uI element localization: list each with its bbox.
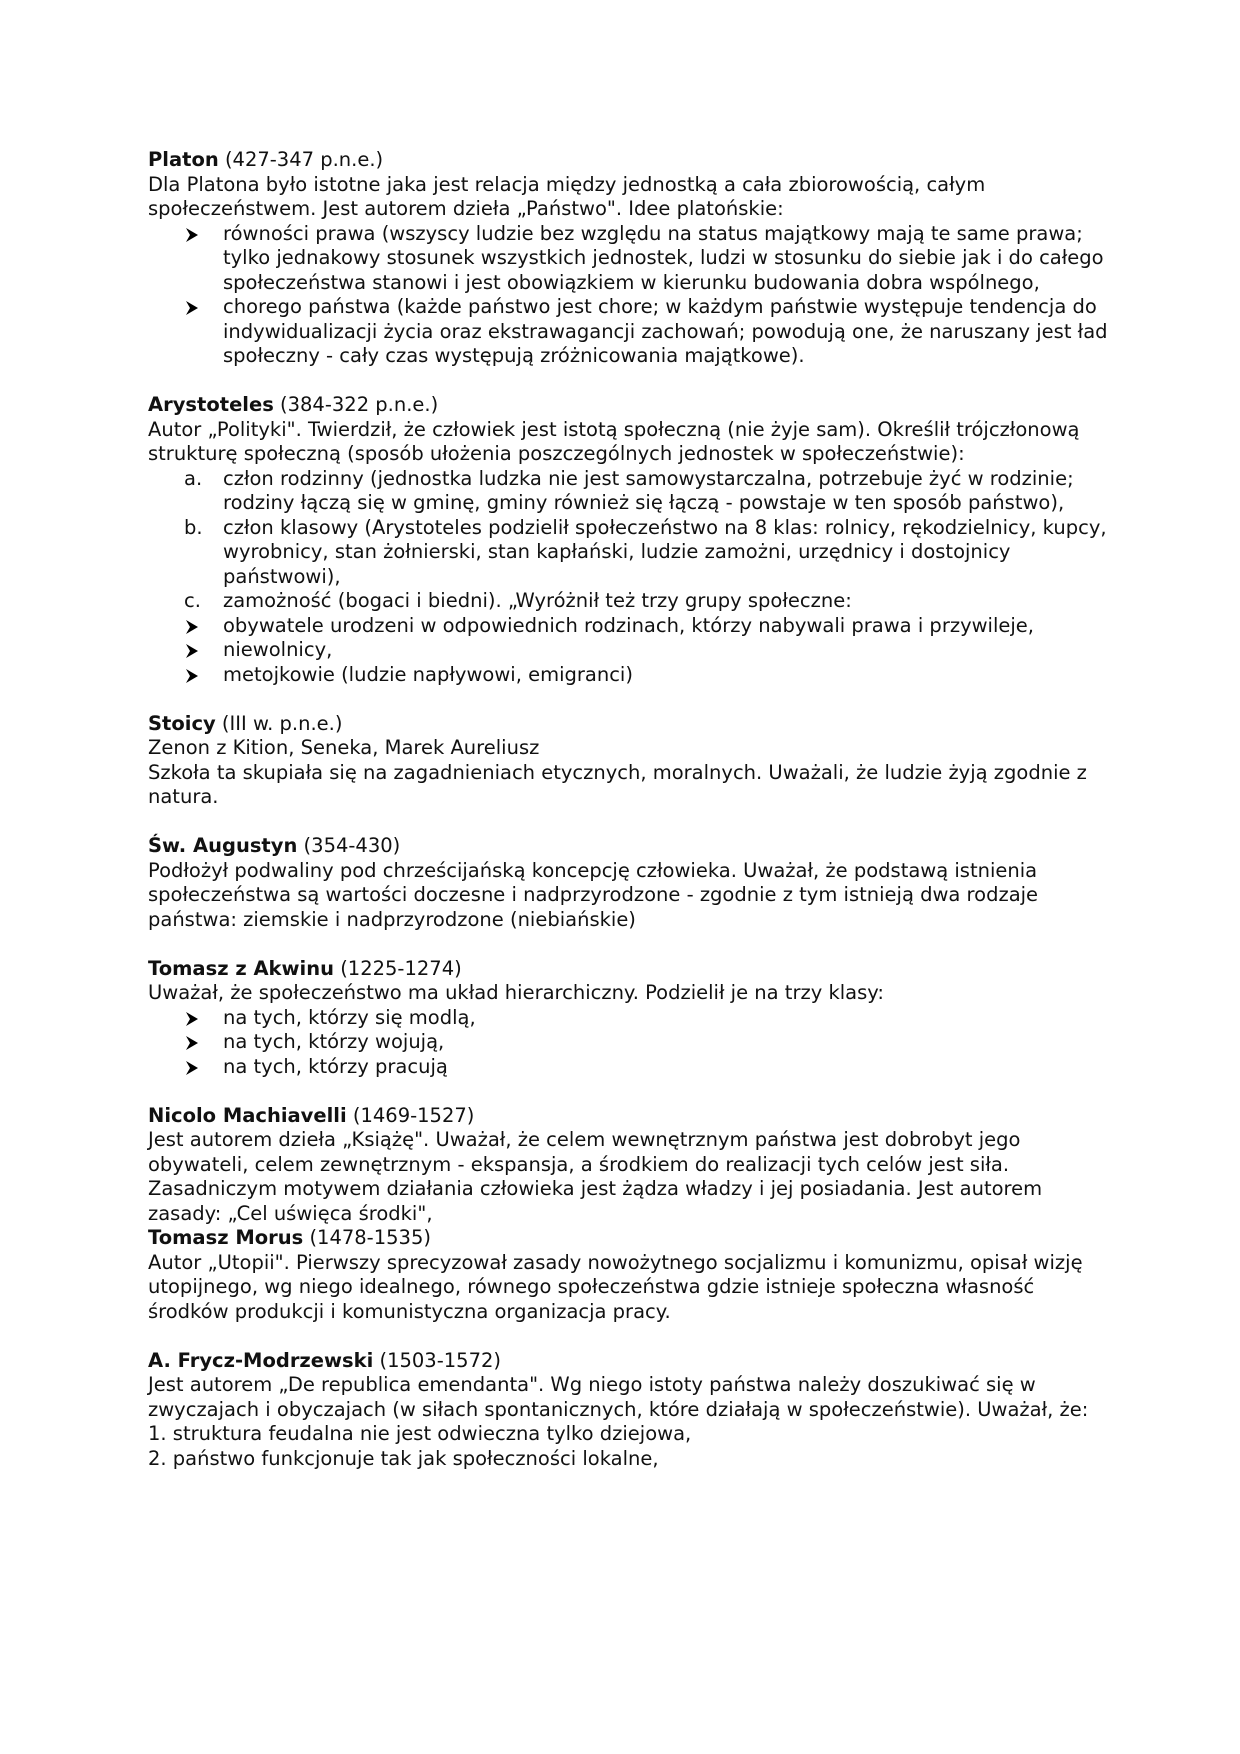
heading-dates: (1225-1274) <box>334 956 462 980</box>
heading-name: A. Frycz-Modrzewski <box>148 1348 374 1372</box>
list-marker: c. <box>184 589 201 612</box>
heading-dates: (427-347 p.n.e.) <box>218 148 384 171</box>
list-item <box>148 222 1108 296</box>
list-item <box>148 589 1108 614</box>
heading-name: Arystoteles <box>148 393 274 416</box>
list-item-text: człon rodzinny (jednostka ludzka nie jest samowystarczalna, potrzebuje żyć w rodzinie; rodziny łączą się w gminę, gminy również się łączą - powstaje w ten sposób państwo), <box>223 466 1074 514</box>
arrow-bullet-icon <box>184 643 200 659</box>
heading-name: Tomasz Morus <box>148 1226 304 1249</box>
paragraph: Jest autorem dzieła „Książę". Uważał, że celem wewnętrznym państwa jest dobrobyt jego obywateli, celem zewnętrznym - ekspansja, a środkiem do realizacji tych celów jest siła. Zasadniczym motywem działania człowieka jest żądza władzy i jej posiadania. Jest autorem zasady: „Cel uświęca środki", <box>148 1128 1043 1225</box>
list-item-text: równości prawa (wszyscy ludzie bez względu na status majątkowy mają te same prawa; tylko jednakowy stosunek wszystkich jednostek, ludzi w stosunku do siebie jak i do całego społeczeństwa stanowi i jest obowiązkiem w kierunku budowania dobra wspólnego, <box>223 221 1104 294</box>
arrow-bullet-icon <box>184 1060 200 1076</box>
heading-name: Nicolo Machiavelli <box>148 1103 347 1127</box>
list-item <box>148 1006 1108 1031</box>
list-item-text: zamożność (bogaci i biedni). „Wyróżnił też trzy grupy społeczne: <box>223 589 852 612</box>
bullet-list <box>148 1006 1108 1080</box>
list-item <box>148 1030 1108 1055</box>
heading-dates: (III w. p.n.e.) <box>215 711 343 735</box>
section-tomasz-z-akwinu <box>148 957 1108 1080</box>
section-heading <box>148 148 1108 173</box>
section-morus <box>148 1226 1108 1324</box>
list-item <box>148 638 1108 663</box>
list-item-text: na tych, którzy wojują, <box>223 1030 445 1053</box>
paragraph: Szkoła ta skupiała się na zagadnieniach etycznych, moralnych. Uważali, że ludzie żyją zgodnie z natura. <box>148 760 1087 808</box>
list-item <box>148 663 1108 688</box>
list-item-text: metojkowie (ludzie napływowi, emigranci) <box>223 662 633 686</box>
list-item-text: człon klasowy (Arystoteles podzielił społeczeństwo na 8 klas: rolnicy, rękodzielnicy, kupcy, wyrobnicy, stan żołnierski, stan kapłański, ludzie zamożni, urzędnicy i dostojnicy państwowi), <box>223 515 1107 588</box>
section-heading <box>148 393 1108 418</box>
heading-name: Św. Augustyn <box>148 834 298 857</box>
section-heading <box>148 1349 1108 1374</box>
numbered-item: 1. struktura feudalna nie jest odwieczna tylko dziejowa, <box>148 1422 692 1445</box>
list-item <box>148 467 1108 516</box>
heading-dates: (384-322 p.n.e.) <box>273 393 439 416</box>
heading-dates: (1469-1527) <box>346 1103 475 1127</box>
list-item-text: obywatele urodzeni w odpowiednich rodzinach, którzy nabywali prawa i przywileje, <box>223 613 1035 637</box>
list-item-text: niewolnicy, <box>223 638 333 661</box>
list-item <box>148 1055 1108 1080</box>
section-heading <box>148 1226 1108 1251</box>
section-augustyn <box>148 834 1108 932</box>
section-machiavelli <box>148 1104 1108 1227</box>
heading-dates: (354-430) <box>297 834 401 857</box>
heading-dates: (1503-1572) <box>373 1348 501 1372</box>
paragraph: Dla Platona było istotne jaka jest relacja między jednostką a cała zbiorowością, całym społeczeństwem. Jest autorem dzieła „Państwo". Idee platońskie: <box>148 172 986 220</box>
heading-dates: (1478-1535) <box>303 1226 431 1249</box>
bullet-list <box>148 614 1108 688</box>
lettered-list <box>148 467 1108 614</box>
section-arystoteles <box>148 393 1108 687</box>
list-item-text: na tych, którzy się modlą, <box>223 1005 476 1029</box>
paragraph: Autor „Utopii". Pierwszy sprecyzował zasady nowożytnego socjalizmu i komunizmu, opisał wizję utopijnego, wg niego idealnego, równego społeczeństwa gdzie istnieje społeczna własność środków produkcji i komunistyczna organizacja pracy. <box>148 1250 1083 1323</box>
paragraph: Podłożył podwaliny pod chrześcijańską koncepcję człowieka. Uważał, że podstawą istnienia społeczeństwa są wartości doczesne i nadprzyrodzone - zgodnie z tym istnieją dwa rodzaje państwa: ziemskie i nadprzyrodzone (niebiańskie) <box>148 858 1039 931</box>
arrow-bullet-icon <box>184 1011 200 1027</box>
bullet-list <box>148 222 1108 369</box>
heading-name: Platon <box>148 148 219 171</box>
list-marker: a. <box>184 466 203 490</box>
heading-name: Stoicy <box>148 711 216 735</box>
paragraph: Uważał, że społeczeństwo ma układ hierarchiczny. Podzielił je na trzy klasy: <box>148 981 884 1004</box>
document-page <box>148 148 1108 1496</box>
list-item-text: na tych, którzy pracują <box>223 1054 448 1078</box>
numbered-item: 2. państwo funkcjonuje tak jak społeczności lokalne, <box>148 1446 659 1470</box>
paragraph: Autor „Polityki". Twierdził, że człowiek jest istotą społeczną (nie żyje sam). Określił trójczłonową strukturę społeczną (sposób ułożenia poszczególnych jednostek w społeczeństwie): <box>148 417 1080 465</box>
list-item <box>148 516 1108 590</box>
section-platon <box>148 148 1108 369</box>
section-heading <box>148 834 1108 859</box>
paragraph: Zenon z Kition, Seneka, Marek Aureliusz <box>148 736 540 759</box>
section-heading <box>148 712 1108 737</box>
section-frycz-modrzewski <box>148 1349 1108 1472</box>
list-marker: b. <box>184 515 203 539</box>
list-item <box>148 295 1108 369</box>
arrow-bullet-icon <box>184 619 200 635</box>
section-heading <box>148 1104 1108 1129</box>
arrow-bullet-icon <box>184 300 200 316</box>
list-item <box>148 614 1108 639</box>
section-stoicy <box>148 712 1108 810</box>
paragraph: Jest autorem „De republica emendanta". Wg niego istoty państwa należy doszukiwać się w zwyczajach i obyczajach (w siłach spontanicznych, które działają w społeczeństwie). Uważał, że: <box>148 1373 1089 1421</box>
list-item-text: chorego państwa (każde państwo jest chore; w każdym państwie występuje tendencja do indywidualizacji życia oraz ekstrawagancji zachowań; powodują one, że naruszany jest ład społeczny - cały czas występują zróżnicowania majątkowe). <box>223 295 1108 367</box>
heading-name: Tomasz z Akwinu <box>148 956 334 980</box>
arrow-bullet-icon <box>184 1035 200 1051</box>
arrow-bullet-icon <box>184 227 200 243</box>
section-heading <box>148 957 1108 982</box>
arrow-bullet-icon <box>184 668 200 684</box>
